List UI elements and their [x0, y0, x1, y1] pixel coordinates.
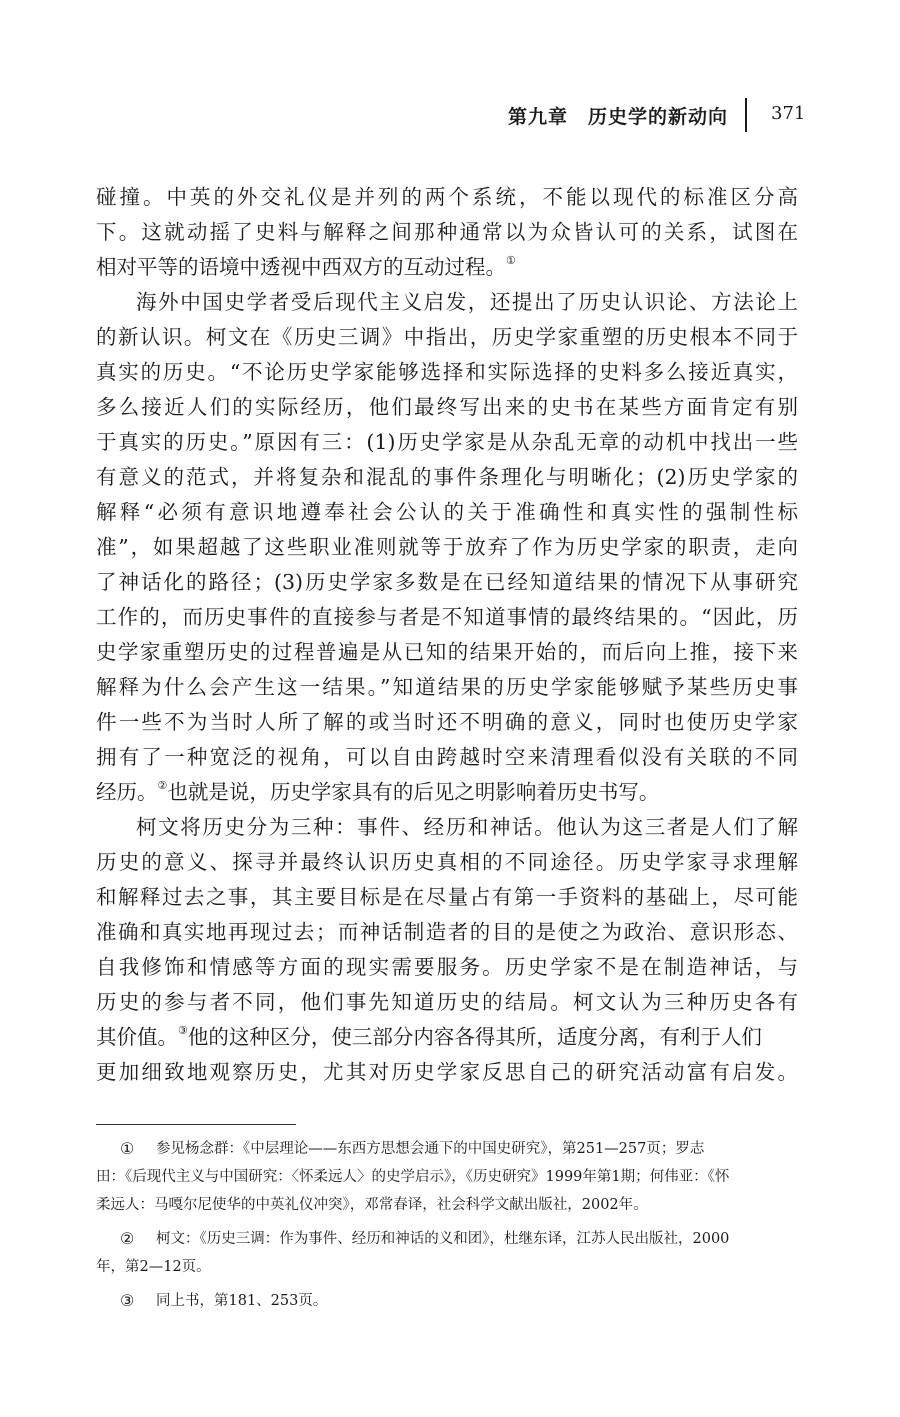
body-line: 和解释过去之事，其主要目标是在尽量占有第一手资料的基础上，尽可能 [96, 885, 798, 909]
body-line: 海外中国史学者受后现代主义启发，还提出了历史认识论、方法论上 [136, 290, 798, 314]
footnote-ref-3: ③ [178, 1024, 188, 1037]
body-line: 碰撞。中英的外交礼仪是并列的两个系统，不能以现代的标准区分高 [96, 185, 798, 209]
body-line [96, 1020, 762, 1055]
body-line [96, 775, 659, 810]
footnote-mark: ③ [120, 1291, 135, 1310]
header-divider [745, 98, 747, 132]
body-line [96, 250, 516, 285]
body-line-text: 经历。 [96, 780, 158, 804]
footnote-line: 柔远人：马嘎尔尼使华的中英礼仪冲突》，邓常春译，社会科学文献出版社，2002年。 [96, 1197, 648, 1213]
footnote-line: 年，第2—12页。 [96, 1259, 211, 1275]
footnote-line: 参见杨念群：《中层理论——东西方思想会通下的中国史研究》，第251—257页；罗志 [156, 1141, 705, 1157]
body-line: 工作的，而历史事件的直接参与者是不知道事情的最终结果的。“因此，历 [96, 605, 798, 629]
body-line: 柯文将历史分为三种：事件、经历和神话。他认为这三者是人们了解 [136, 815, 798, 839]
body-line: 多么接近人们的实际经历，他们最终写出来的史书在某些方面肯定有别 [96, 395, 798, 419]
body-line: 解释为什么会产生这一结果。”知道结果的历史学家能够赋予某些历史事 [96, 675, 798, 699]
body-line-text: 他的这种区分，使三部分内容各得其所，适度分离，有利于人们 [187, 1025, 762, 1049]
body-line: 历史的意义、探寻并最终认识历史真相的不同途径。历史学家寻求理解 [96, 850, 798, 874]
body-line: 更加细致地观察历史，尤其对历史学家反思自己的研究活动富有启发。 [96, 1060, 798, 1084]
body-line: 拥有了一种宽泛的视角，可以自由跨越时空来清理看似没有关联的不同 [96, 745, 798, 769]
footnote-mark: ① [120, 1139, 135, 1158]
body-line: 史学家重塑历史的过程普遍是从已知的结果开始的，而后向上推，接下来 [96, 640, 798, 664]
body-line: 解释“必须有意识地遵奉社会公认的关于准确性和真实性的强制性标 [96, 500, 798, 524]
body-line-text: 相对平等的语境中透视中西双方的互动过程。 [96, 255, 506, 279]
footnote-mark: ② [120, 1229, 135, 1248]
body-line: 自我修饰和情感等方面的现实需要服务。历史学家不是在制造神话，与 [96, 955, 798, 979]
body-line: 真实的历史。“不论历史学家能够选择和实际选择的史料多么接近真实， [96, 360, 798, 384]
body-line: 准”，如果超越了这些职业准则就等于放弃了作为历史学家的职责，走向 [96, 535, 798, 559]
chapter-title: 第九章 历史学的新动向 [507, 106, 728, 128]
page-number: 371 [771, 103, 806, 124]
footnote-line: 柯文：《历史三调：作为事件、经历和神话的义和团》，杜继东译，江苏人民出版社，2000 [156, 1231, 730, 1247]
running-head [0, 102, 900, 130]
footnote-line: 同上书，第181、253页。 [156, 1293, 328, 1309]
footnote-line: 田：《后现代主义与中国研究：〈怀柔远人〉的史学启示》，《历史研究》1999年第1期；何伟亚：《怀 [96, 1169, 730, 1185]
footnote-ref-1: ① [506, 254, 516, 267]
body-line-text: 也就是说，历史学家具有的后见之明影响着历史书写。 [167, 780, 660, 804]
body-line: 的新认识。柯文在《历史三调》中指出，历史学家重塑的历史根本不同于 [96, 325, 798, 349]
body-line: 历史的参与者不同，他们事先知道历史的结局。柯文认为三种历史各有 [96, 990, 798, 1014]
body-line: 了神话化的路径；(3)历史学家多数是在已经知道结果的情况下从事研究 [96, 570, 798, 594]
footnote-divider [96, 1124, 296, 1125]
body-line: 件一些不为当时人所了解的或当时还不明确的意义，同时也使历史学家 [96, 710, 798, 734]
body-line: 有意义的范式，并将复杂和混乱的事件条理化与明晰化；(2)历史学家的 [96, 465, 798, 489]
body-line: 于真实的历史。”原因有三：(1)历史学家是从杂乱无章的动机中找出一些 [96, 430, 798, 454]
body-line: 下。这就动摇了史料与解释之间那种通常以为众皆认可的关系，试图在 [96, 220, 798, 244]
footnote-ref-2: ② [157, 779, 168, 792]
body-line: 准确和真实地再现过去；而神话制造者的目的是使之为政治、意识形态、 [96, 920, 798, 944]
body-line-text: 其价值。 [96, 1025, 178, 1049]
